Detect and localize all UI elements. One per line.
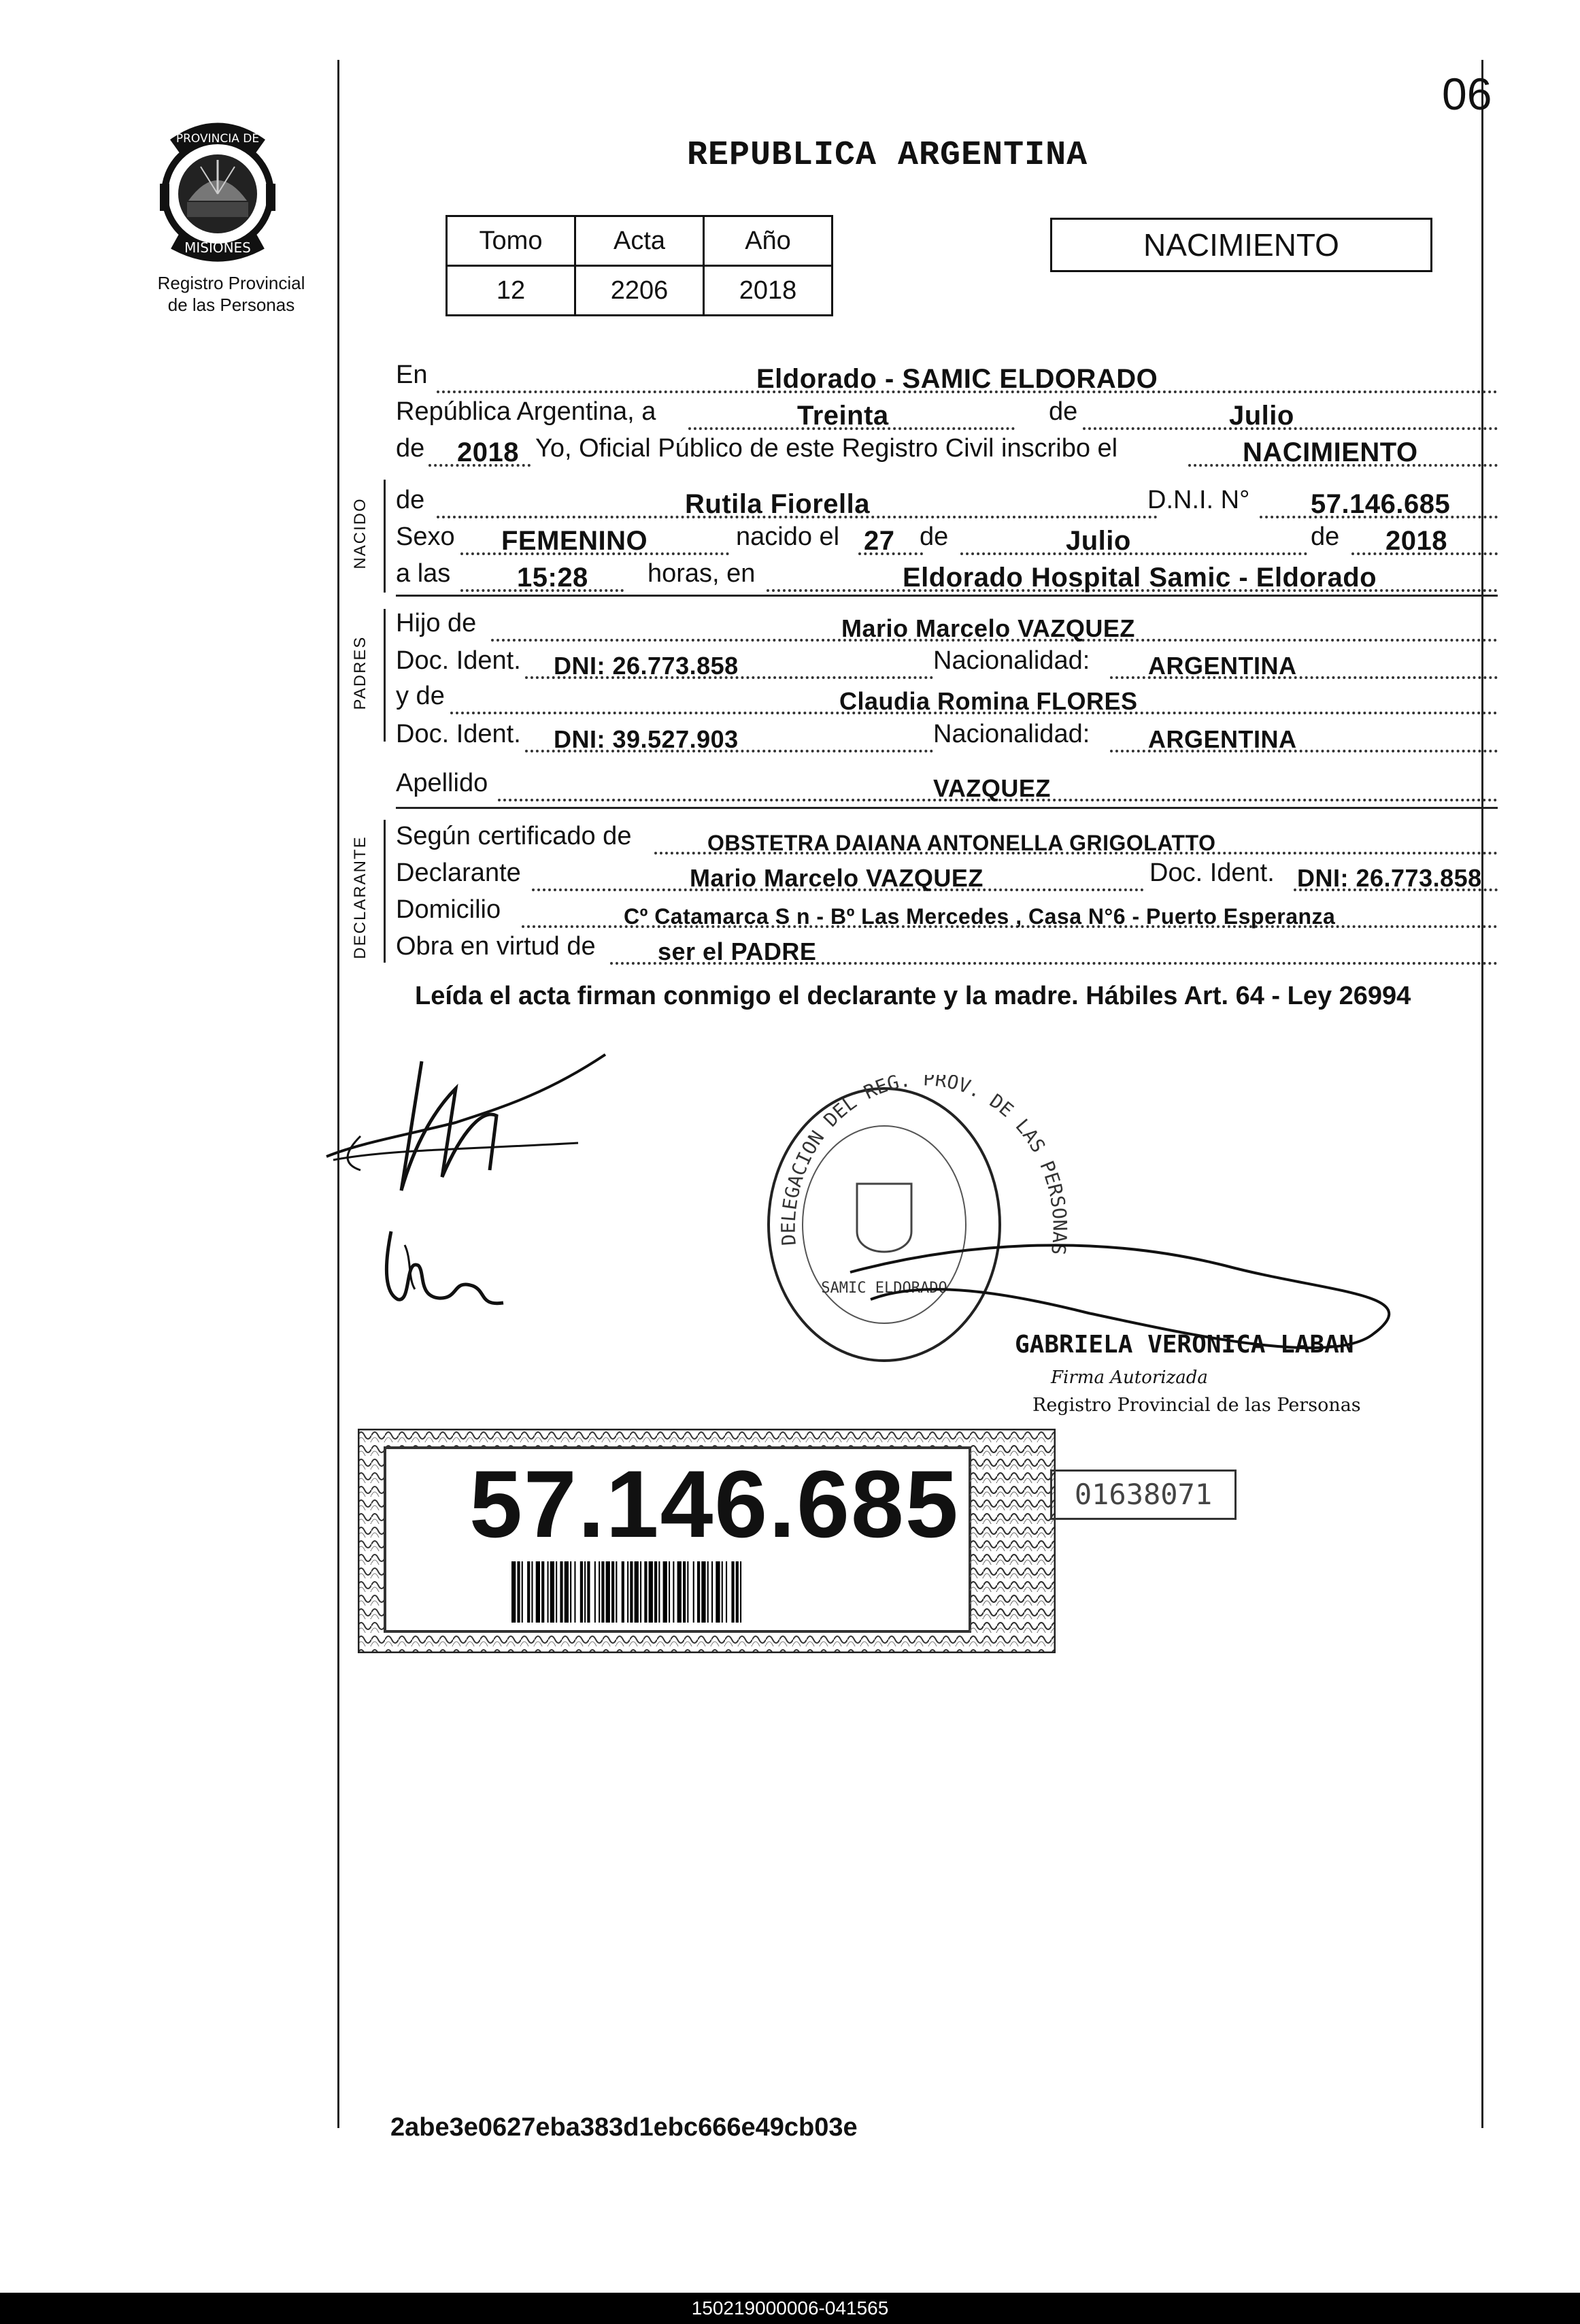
barcode-bar <box>606 1561 610 1623</box>
father-doc-row <box>396 646 1498 682</box>
logo-caption <box>102 272 360 316</box>
table-value-ano: 2018 <box>704 266 833 316</box>
mother-label: y de <box>396 682 445 710</box>
year-value: 2018 <box>457 437 519 467</box>
record-type-box: NACIMIENTO <box>1050 218 1432 272</box>
barcode-bar <box>560 1561 562 1623</box>
barcode-bar <box>654 1561 657 1623</box>
born-de-label: de <box>920 522 949 551</box>
table-value-tomo: 12 <box>447 266 575 316</box>
footer-code-bar <box>0 2293 1580 2324</box>
declarant-label: Declarante <box>396 859 521 887</box>
barcode-bar <box>707 1561 709 1623</box>
mother-row <box>396 682 1498 717</box>
name-label: de <box>396 486 425 514</box>
acting-value: ser el PADRE <box>658 937 817 965</box>
barcode-bar <box>701 1561 705 1623</box>
barcode-bar <box>658 1561 660 1623</box>
seal-bottom-text: MISIONES <box>184 239 251 256</box>
barcode-bar <box>687 1561 688 1623</box>
father-nationality: ARGENTINA <box>1148 652 1297 680</box>
table-header-acta: Acta <box>575 216 704 266</box>
barcode-bar <box>677 1561 682 1623</box>
barcode-bar <box>693 1561 694 1623</box>
mother-nationality: ARGENTINA <box>1148 725 1297 753</box>
seal-arc-text: DELEGACION DEL REG. PROV. DE LAS PERSONAS <box>777 1075 1071 1257</box>
born-month: Julio <box>1066 526 1131 556</box>
father-name: Mario Marcelo VAZQUEZ <box>841 614 1135 642</box>
barcode-bar <box>541 1561 544 1623</box>
barcode-bar <box>663 1561 667 1623</box>
closing-statement: Leída el acta firman conmigo el declarante y la madre. Hábiles Art. 64 - Ley 26994 <box>415 982 1411 1010</box>
logo-caption-line2: de las Personas <box>167 295 295 315</box>
official-registry: Registro Provincial de las Personas <box>1032 1395 1361 1416</box>
time-place-row <box>396 559 1498 595</box>
page-number: 06 <box>1442 69 1492 119</box>
barcode-bar <box>570 1561 571 1623</box>
mother-doc-label: Doc. Ident. <box>396 720 521 748</box>
document-title: REPUBLICA ARGENTINA <box>687 136 1088 175</box>
barcode-bar <box>556 1561 557 1623</box>
barcode-bar <box>630 1561 633 1623</box>
time-suffix: horas, en <box>648 559 756 588</box>
date-row <box>396 397 1498 433</box>
address-value: Cº Catamarca S n - Bº Las Mercedes , Casa N°6 - Puerto Esperanza <box>624 904 1336 929</box>
nacido-separator <box>396 595 1498 597</box>
barcode-bar <box>536 1561 540 1623</box>
acting-label: Obra en virtud de <box>396 932 596 961</box>
barcode-bar <box>565 1561 569 1623</box>
barcode-bar <box>522 1561 523 1623</box>
barcode-bar <box>584 1561 586 1623</box>
document-hash: 2abe3e0627eba383d1ebc666e49cb03e <box>390 2113 858 2142</box>
month-value: Julio <box>1229 401 1294 431</box>
birth-time: 15:28 <box>517 563 588 593</box>
surname-value: VAZQUEZ <box>933 774 1051 802</box>
barcode-bar <box>599 1561 600 1623</box>
newborn-name-row <box>396 486 1498 521</box>
inscription-type: NACIMIENTO <box>1243 437 1418 467</box>
barcode-bar <box>644 1561 647 1623</box>
barcode-bar <box>527 1561 530 1623</box>
surname-label: Apellido <box>396 769 488 797</box>
seal-top-text: PROVINCIA DE <box>175 132 260 146</box>
barcode-bar <box>731 1561 734 1623</box>
declarant-doc: DNI: 26.773.858 <box>1297 864 1482 892</box>
certificate-value: OBSTETRA DAIANA ANTONELLA GRIGOLATTO <box>707 831 1216 855</box>
table-header-ano: Año <box>704 216 833 266</box>
serial-number: 01638071 <box>1050 1470 1237 1520</box>
barcode-bar <box>531 1561 533 1623</box>
date-de-label: de <box>1049 397 1078 426</box>
born-label: nacido el <box>736 522 840 551</box>
barcode-bar <box>635 1561 639 1623</box>
barcode-bar <box>574 1561 575 1623</box>
declarant-doc-label: Doc. Ident. <box>1149 859 1275 887</box>
sex-label: Sexo <box>396 522 455 551</box>
dni-number: 57.146.685 <box>469 1450 960 1557</box>
father-nationality-label: Nacionalidad: <box>933 646 1090 675</box>
acting-row <box>396 932 1498 967</box>
barcode-bar <box>683 1561 686 1623</box>
birth-place: Eldorado Hospital Samic - Eldorado <box>903 563 1377 593</box>
barcode <box>511 1561 892 1623</box>
sex-value: FEMENINO <box>501 526 648 556</box>
barcode-bar <box>740 1561 741 1623</box>
born-year-de: de <box>1311 522 1340 551</box>
barcode-bar <box>736 1561 739 1623</box>
barcode-bar <box>594 1561 596 1623</box>
barcode-bar <box>548 1561 549 1623</box>
barcode-bar <box>711 1561 713 1623</box>
record-table <box>446 215 833 316</box>
declarant-name: Mario Marcelo VAZQUEZ <box>690 864 984 892</box>
year-prefix: de <box>396 434 425 463</box>
barcode-bar <box>580 1561 583 1623</box>
declarante-rule <box>384 820 386 963</box>
barcode-bar <box>669 1561 670 1623</box>
surname-separator <box>396 807 1498 809</box>
address-label: Domicilio <box>396 895 501 924</box>
father-row <box>396 609 1498 644</box>
barcode-bar <box>726 1561 727 1623</box>
barcode-bar <box>697 1561 700 1623</box>
barcode-bar <box>611 1561 614 1623</box>
mother-doc-row <box>396 720 1498 755</box>
barcode-bar <box>511 1561 516 1623</box>
father-doc-label: Doc. Ident. <box>396 646 521 675</box>
nacido-section-label: NACIDO <box>351 497 369 569</box>
place-value: Eldorado - SAMIC ELDORADO <box>756 364 1158 394</box>
barcode-bar <box>627 1561 628 1623</box>
barcode-bar <box>649 1561 653 1623</box>
address-row <box>396 895 1498 931</box>
mother-name: Claudia Romina FLORES <box>839 687 1138 715</box>
place-label: En <box>396 361 428 389</box>
mother-signature <box>377 1218 514 1320</box>
footer-code: 150219000006-041565 <box>691 2297 889 2319</box>
official-role: Firma Autorizada <box>1051 1367 1208 1388</box>
newborn-name: Rutila Fiorella <box>685 489 870 519</box>
day-words: Treinta <box>797 401 889 431</box>
nacido-rule <box>384 480 386 593</box>
barcode-bar <box>640 1561 641 1623</box>
barcode-bar <box>716 1561 720 1623</box>
officer-text: Yo, Oficial Público de este Registro Civil inscribo el <box>535 434 1118 463</box>
padres-rule <box>384 609 386 742</box>
declarante-section-label: DECLARANTE <box>351 835 369 959</box>
newborn-dni: 57.146.685 <box>1311 489 1451 519</box>
padres-section-label: PADRES <box>351 635 369 710</box>
logo-caption-line1: Registro Provincial <box>157 273 305 293</box>
barcode-bar <box>601 1561 604 1623</box>
province-seal-logo <box>146 119 289 262</box>
time-label: a las <box>396 559 451 588</box>
barcode-bar <box>722 1561 723 1623</box>
svg-text:DELEGACION DEL REG. PROV. DE L <box>777 1075 1071 1257</box>
table-header-tomo: Tomo <box>447 216 575 266</box>
barcode-bar <box>517 1561 520 1623</box>
place-row <box>396 361 1498 396</box>
official-name: GABRIELA VERONICA LABAN <box>1015 1331 1354 1359</box>
declarant-signature <box>320 1041 619 1197</box>
sex-birth-row <box>396 522 1498 558</box>
father-doc: DNI: 26.773.858 <box>554 652 739 680</box>
surname-row <box>396 769 1498 804</box>
declarant-row <box>396 859 1498 894</box>
born-year: 2018 <box>1385 526 1447 556</box>
dni-label: D.N.I. N° <box>1147 486 1250 514</box>
officer-row <box>396 434 1498 469</box>
born-day: 27 <box>864 526 895 556</box>
table-value-acta: 2206 <box>575 266 704 316</box>
mother-doc: DNI: 39.527.903 <box>554 725 739 753</box>
barcode-bar <box>550 1561 554 1623</box>
certificate-row <box>396 822 1498 857</box>
mother-nationality-label: Nacionalidad: <box>933 720 1090 748</box>
country-label: República Argentina, a <box>396 397 656 426</box>
barcode-bar <box>587 1561 590 1623</box>
barcode-bar <box>622 1561 624 1623</box>
barcode-bar <box>673 1561 674 1623</box>
certificate-label: Según certificado de <box>396 822 632 850</box>
barcode-bar <box>616 1561 617 1623</box>
seal-inner-text: SAMIC ELDORADO <box>821 1280 947 1297</box>
father-label: Hijo de <box>396 609 477 637</box>
